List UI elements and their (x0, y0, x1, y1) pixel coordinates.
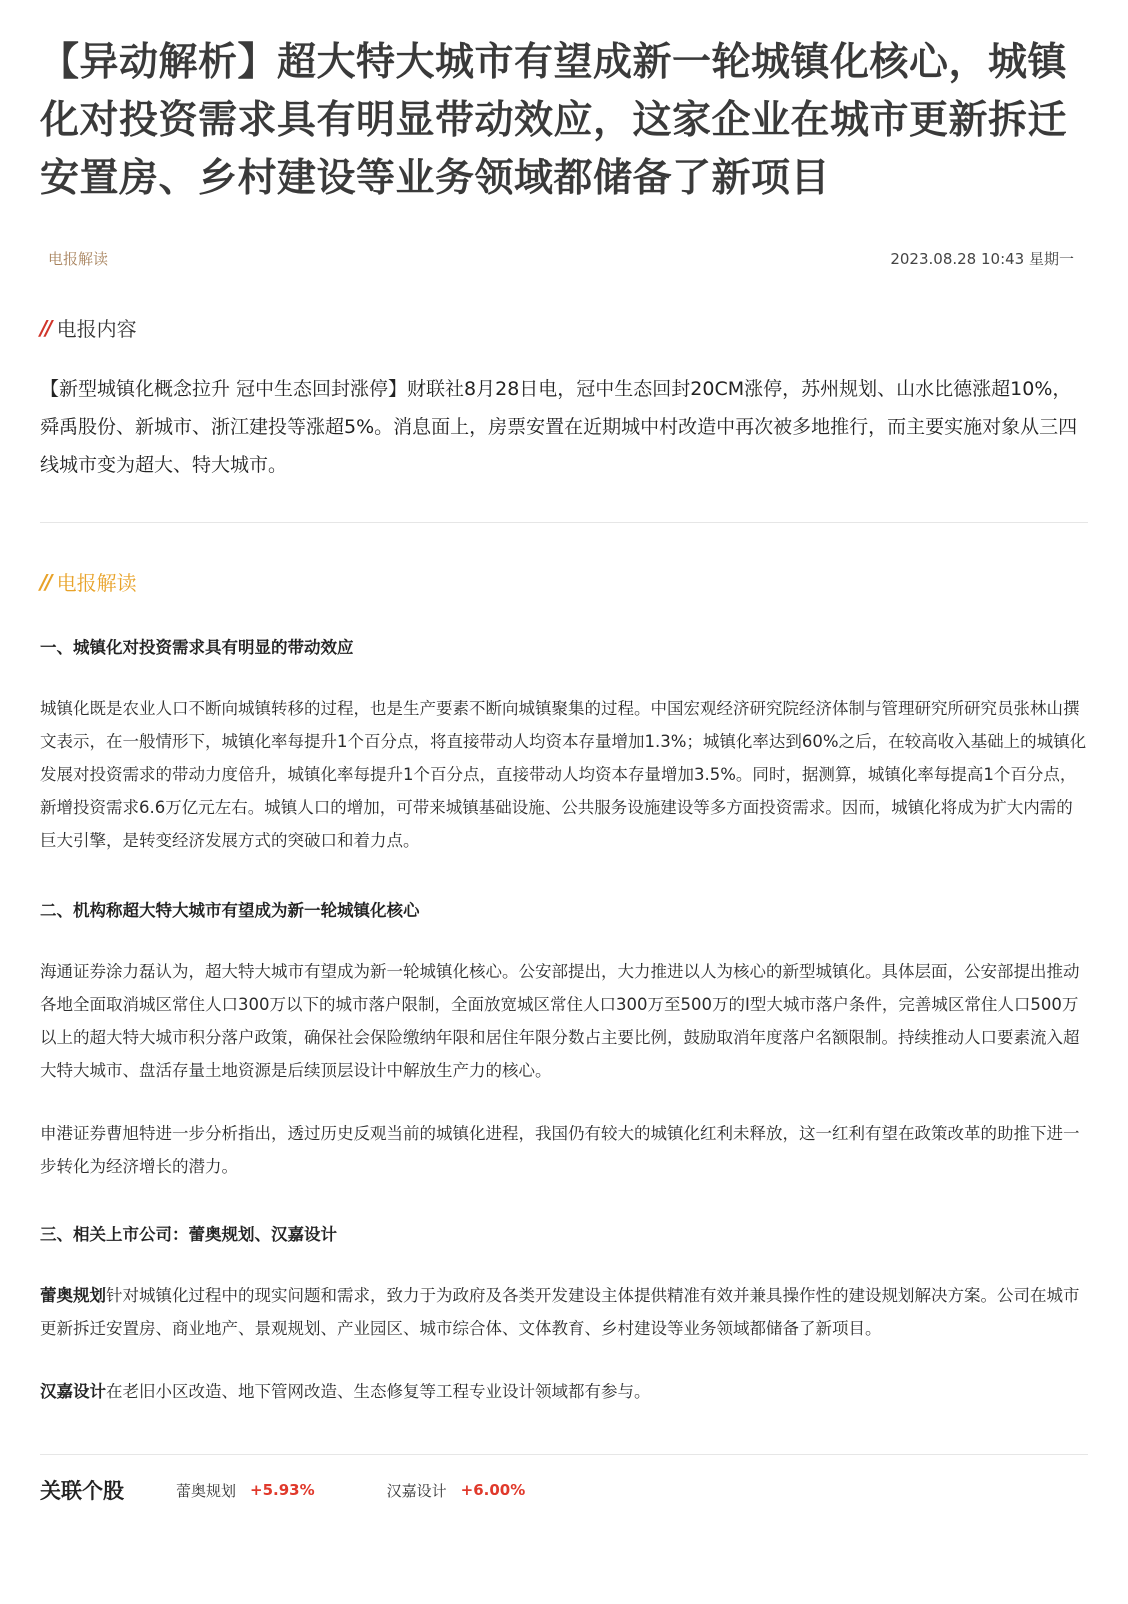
divider (40, 522, 1088, 523)
company-name: 蕾奥规划 (40, 1286, 106, 1305)
subheading-3: 三、相关上市公司：蕾奥规划、汉嘉设计 (40, 1225, 337, 1244)
stock-change: +6.00% (460, 1481, 526, 1499)
section-heading-label: 电报内容 (56, 317, 137, 341)
section-heading-analysis (40, 567, 1088, 596)
stock-item[interactable] (387, 1480, 526, 1501)
related-stocks (40, 1475, 1088, 1505)
subheading-1: 一、城镇化对投资需求具有明显的带动效应 (40, 638, 354, 657)
section-heading-label: 电报解读 (56, 571, 137, 595)
stock-item[interactable] (176, 1480, 315, 1501)
stock-change: +5.93% (250, 1481, 315, 1499)
subheading-2: 二、机构称超大特大城市有望成为新一轮城镇化核心 (40, 901, 420, 920)
paragraph-4: 蕾奥规划针对城镇化过程中的现实问题和需求，致力于为政府及各类开发建设主体提供精准有效并兼具操作性的建设规划解决方案。公司在城市更新拆迁安置房、商业地产、景观规划、产业园区、城市综合体、文体教育、乡村建设等业务领域都储备了新项目。 (40, 1286, 1080, 1338)
paragraph-3: 申港证券曹旭特进一步分析指出，透过历史反观当前的城镇化进程，我国仍有较大的城镇化红利未释放，这一红利有望在政策改革的助推下进一步转化为经济增长的潜力。 (40, 1124, 1080, 1176)
telegram-content-text: 【新型城镇化概念拉升 冠中生态回封涨停】财联社8月28日电，冠中生态回封20CM涨停，苏州规划、山水比德涨超10%，舜禹股份、新城市、浙江建投等涨超5%。消息面上，房票安置在近期城中村改造中再次被多地推行，而主要实施对象从三四线城市变为超大、特大城市。 (40, 378, 1078, 476)
related-stocks-label: 关联个股 (40, 1479, 124, 1503)
stock-name: 蕾奥规划 (176, 1481, 237, 1500)
stock-name: 汉嘉设计 (386, 1481, 447, 1500)
article-title: 【异动解析】超大特大城市有望成新一轮城镇化核心，城镇化对投资需求具有明显带动效应，这家企业在城市更新拆迁安置房、乡村建设等业务领域都储备了新项目 (40, 40, 1068, 201)
company-name: 汉嘉设计 (40, 1382, 106, 1401)
paragraph-5: 汉嘉设计在老旧小区改造、地下管网改造、生态修复等工程专业设计领域都有参与。 (40, 1382, 651, 1401)
slash-mark-icon: // (40, 315, 51, 340)
section-heading-content (40, 313, 1088, 342)
divider (40, 1454, 1088, 1455)
paragraph-2: 海通证券涂力磊认为，超大特大城市有望成为新一轮城镇化核心。公安部提出，大力推进以人为核心的新型城镇化。具体层面，公安部提出推动各地全面取消城区常住人口300万以下的城市落户限制，全面放宽城区常住人口300万至500万的Ⅰ型大城市落户条件，完善城区常住人口500万以上的超大特大城市积分落户政策，确保社会保险缴纳年限和居住年限分数占主要比例，鼓励取消年度落户名额限制。持续推动人口要素流入超大特大城市、盘活存量土地资源是后续顶层设计中解放生产力的核心。 (40, 962, 1080, 1080)
article-meta (40, 248, 1088, 269)
paragraph-1: 城镇化既是农业人口不断向城镇转移的过程，也是生产要素不断向城镇聚集的过程。中国宏观经济研究院经济体制与管理研究所研究员张林山撰文表示，在一般情形下，城镇化率每提升1个百分点，将直接带动人均资本存量增加1.3%；城镇化率达到60%之后，在较高收入基础上的城镇化发展对投资需求的带动力度倍升，城镇化率每提升1个百分点，直接带动人均资本存量增加3.5%。同时，据测算，城镇化率每提高1个百分点，新增投资需求6.6万亿元左右。城镇人口的增加，可带来城镇基础设施、公共服务设施建设等多方面投资需求。因而，城镇化将成为扩大内需的巨大引擎，是转变经济发展方式的突破口和着力点。 (40, 699, 1087, 850)
category-tag[interactable]: 电报解读 (48, 250, 109, 268)
publish-datetime: 2023.08.28 10:43 星期一 (890, 250, 1074, 268)
slash-mark-icon: // (40, 569, 51, 594)
